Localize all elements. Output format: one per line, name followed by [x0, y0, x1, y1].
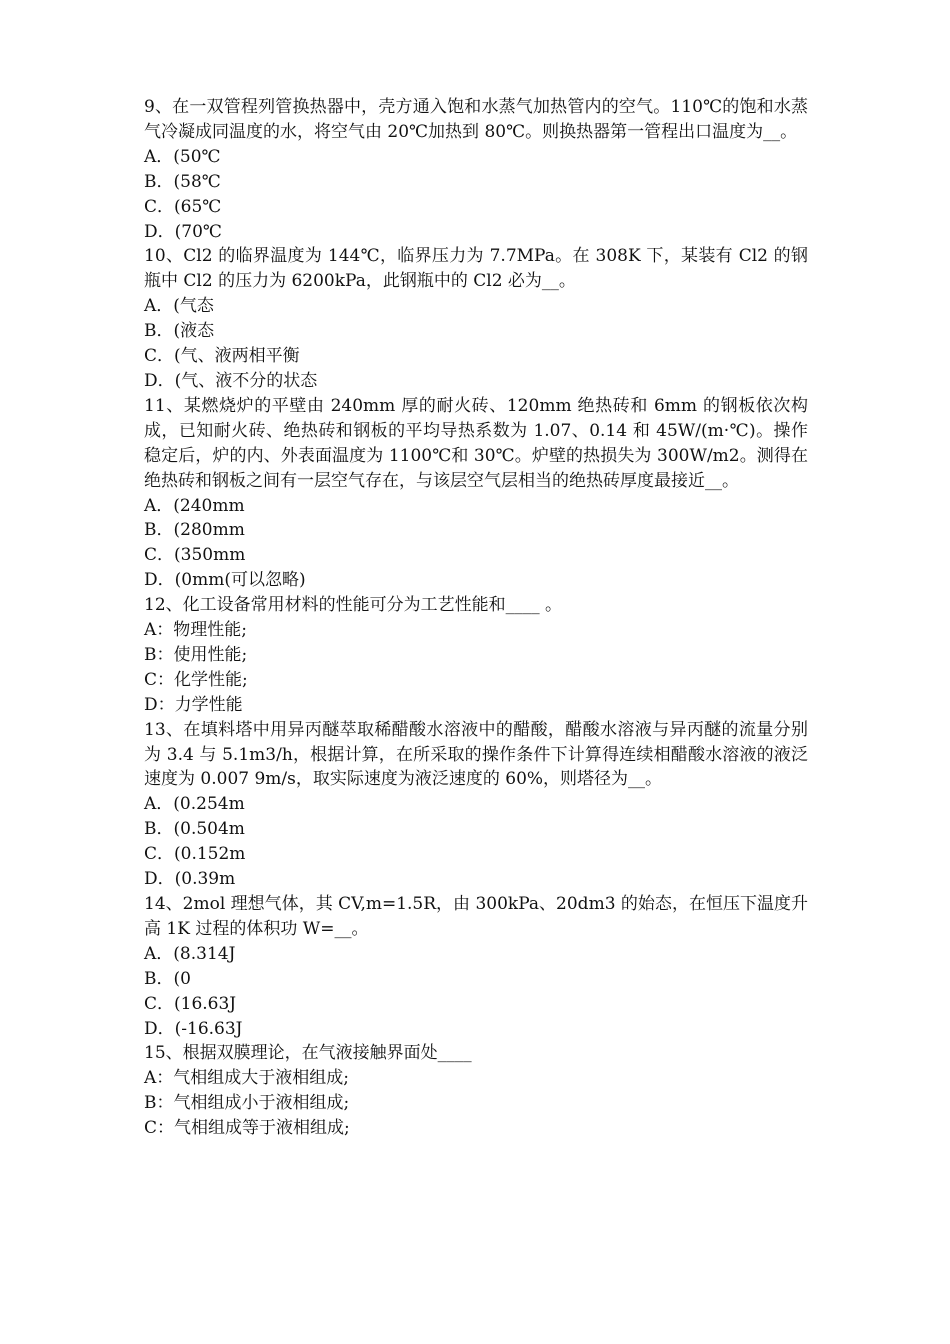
question-stem: 12、化工设备常用材料的性能可分为工艺性能和____ 。	[144, 595, 563, 616]
option-a: A．(240mm	[144, 495, 245, 516]
document-page	[144, 95, 808, 1141]
question-stem: 15、根据双膜理论，在气液接触界面处____	[144, 1043, 472, 1064]
option-b: B：使用性能;	[144, 644, 248, 665]
option-a: A：气相组成大于液相组成;	[144, 1068, 350, 1089]
question-10	[144, 244, 808, 393]
option-a: A．(8.314J	[144, 943, 236, 964]
option-c: C．(16.63J	[144, 993, 237, 1014]
option-a: A：物理性能;	[144, 620, 248, 641]
option-b: B．(0	[144, 968, 191, 989]
option-c: C．(350mm	[144, 545, 246, 566]
option-d: D．(-16.63J	[144, 1018, 243, 1039]
option-d: D．(0mm(可以忽略)	[144, 570, 306, 591]
option-d: D．(70℃	[144, 221, 222, 242]
option-b: B：气相组成小于液相组成;	[144, 1093, 350, 1114]
option-a: A．(气态	[144, 296, 214, 317]
option-c: C：气相组成等于液相组成;	[144, 1118, 350, 1139]
question-13	[144, 718, 808, 892]
question-15	[144, 1041, 808, 1141]
option-d: D：力学性能	[144, 694, 243, 715]
option-d: D．(0.39m	[144, 869, 236, 890]
question-12	[144, 593, 808, 718]
option-b: B．(0.504m	[144, 819, 245, 840]
option-c: C．(气、液两相平衡	[144, 346, 300, 367]
option-b: B．(液态	[144, 321, 215, 342]
option-a: A．(50℃	[144, 146, 221, 167]
question-stem: 11、某燃烧炉的平壁由 240mm 厚的耐火砖、120mm 绝热砖和 6mm 的钢板依次构成，已知耐火砖、绝热砖和钢板的平均导热系数为 1.07、0.14 和 45W/(m·℃)。操作稳定后，炉的内、外表面温度为 1100℃和 30℃。炉壁的热损失为 300W/m2。测得在绝热砖和钢板之间有一层空气存在，与该层空气层相当的绝热砖厚度最接近__。	[144, 395, 808, 491]
option-d: D．(气、液不分的状态	[144, 370, 318, 391]
question-stem: 9、在一双管程列管换热器中，壳方通入饱和水蒸气加热管内的空气。110℃的饱和水蒸气冷凝成同温度的水，将空气由 20℃加热到 80℃。则换热器第一管程出口温度为__。	[144, 97, 808, 142]
question-stem: 14、2mol 理想气体，其 CV,m=1.5R，由 300kPa、20dm3 的始态，在恒压下温度升高 1K 过程的体积功 W=__。	[144, 894, 808, 939]
option-c: C．(65℃	[144, 196, 222, 217]
question-11	[144, 394, 808, 593]
option-a: A．(0.254m	[144, 794, 245, 815]
option-b: B．(58℃	[144, 171, 221, 192]
question-stem: 10、Cl2 的临界温度为 144℃，临界压力为 7.7MPa。在 308K 下，某装有 Cl2 的钢瓶中 Cl2 的压力为 6200kPa，此钢瓶中的 Cl2 必为__。	[144, 246, 808, 292]
question-14	[144, 892, 808, 1041]
option-c: C：化学性能;	[144, 669, 248, 690]
question-9	[144, 95, 808, 244]
option-c: C．(0.152m	[144, 844, 246, 865]
question-stem: 13、在填料塔中用异丙醚萃取稀醋酸水溶液中的醋酸，醋酸水溶液与异丙醚的流量分别为 3.4 与 5.1m3/h，根据计算，在所采取的操作条件下计算得连续相醋酸水溶液的液泛速度为 0.007 9m/s，取实际速度为液泛速度的 60%，则塔径为__。	[144, 719, 808, 790]
option-b: B．(280mm	[144, 520, 245, 541]
